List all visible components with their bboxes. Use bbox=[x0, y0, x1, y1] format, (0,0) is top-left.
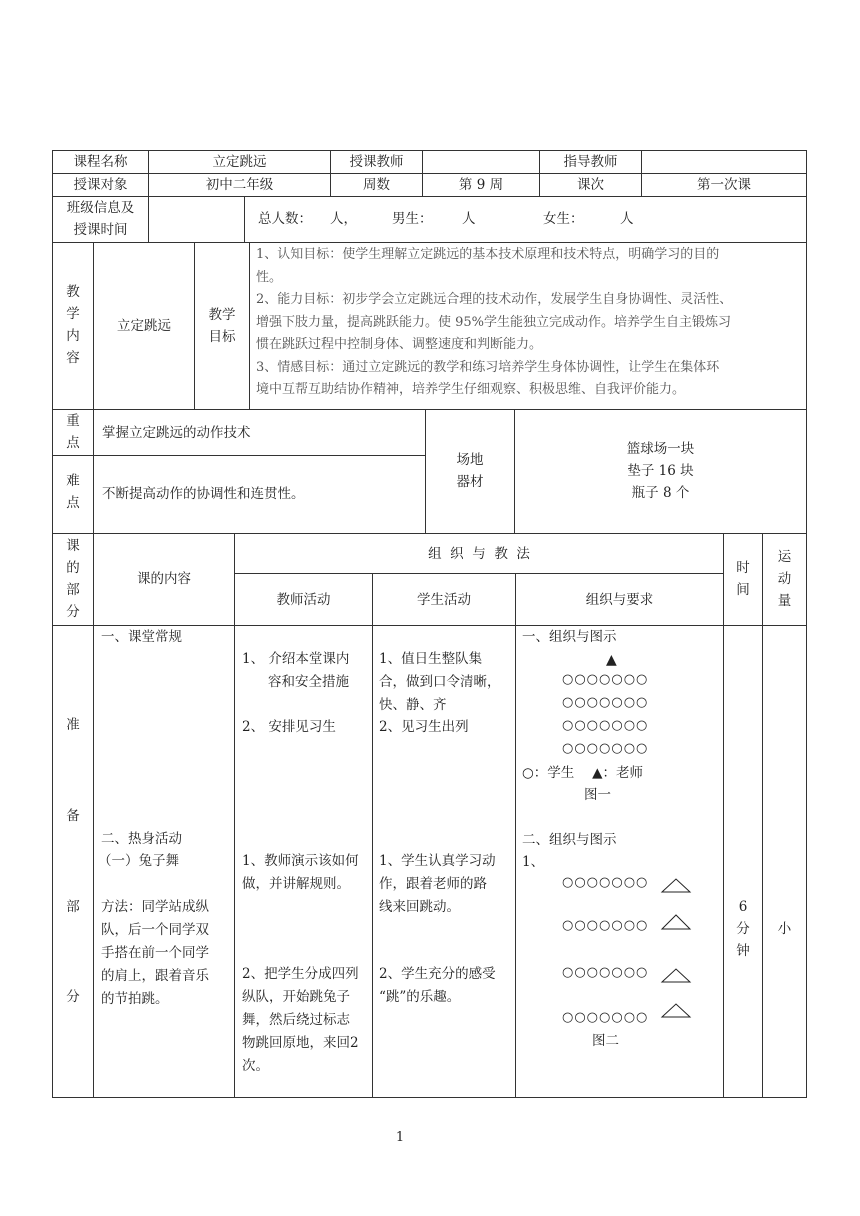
total-unit: 人， bbox=[330, 211, 357, 227]
goal-text: 1、认知目标：使学生理解立定跳远的基本技术原理和技术特点，明确学习的目的 性。 2、能力目标：初步学会立定跳远合理的技术动作，发展学生自身协调性、灵活性、 增强下肢力量，提高跳跃能力。使 95%学生能独立完成动作。培养学生自主锻炼习 惯在跳跃过程中控制身体、调整速度和判断能力。 3、情感目标：通过立定跳远的教学和练习培养学生身体协调性，让学生在集体环 境中互帮互助结协作精神，培养学生仔细观察、积极思维、自我评价能力。 bbox=[256, 247, 733, 397]
student-activity-1: 1、值日生整队集 合，做到口令清晰， 快、静、齐 bbox=[379, 651, 501, 713]
venue-label: 场地 器材 bbox=[456, 452, 484, 490]
target-value: 初中二年级 bbox=[205, 177, 274, 193]
venue-value: 篮球场一块 垫子 16 块 瓶子 8 个 bbox=[626, 441, 695, 501]
key-point-label: 重 点 bbox=[66, 413, 80, 451]
marker-triangle-icon bbox=[662, 879, 690, 892]
figure-2-caption: 图二 bbox=[592, 1033, 619, 1049]
teacher-triangle-icon: ▲ bbox=[606, 652, 617, 668]
org-requirement-label: 组织与要求 bbox=[585, 592, 654, 608]
prep-time: 6 分 钟 bbox=[736, 899, 750, 959]
student-row-2: ○○○○○○○ bbox=[562, 695, 649, 710]
teacher-label: 授课教师 bbox=[349, 154, 404, 170]
org-method-label: 组 织 与 教 法 bbox=[428, 546, 530, 562]
bunny-row-2: ○○○○○○○ bbox=[562, 918, 649, 933]
lesson-content-label: 课的内容 bbox=[137, 571, 191, 587]
course-name: 立定跳远 bbox=[212, 154, 267, 170]
female-unit: 人 bbox=[620, 211, 634, 227]
teacher-activity-2: 2、 安排见习生 bbox=[242, 719, 336, 735]
load-label: 运 动 量 bbox=[777, 549, 792, 609]
warmup-subheading: （一）兔子舞 bbox=[98, 853, 179, 869]
target-label: 授课对象 bbox=[73, 177, 128, 193]
teacher-activity-4: 2、把学生分成四列 纵队，开始跳兔子 舞，然后绕过标志 物跳回原地，来回2 次。 bbox=[242, 966, 359, 1074]
prep-char-2: 备 bbox=[66, 808, 80, 824]
marker-triangle-icon bbox=[662, 969, 690, 982]
warmup-method: 方法：同学站成纵 队，后一个同学双 手搭在前一个同学 的肩上，跟着音乐 的节拍跳。 bbox=[101, 899, 209, 1007]
male-unit: 人 bbox=[462, 211, 476, 227]
female-label: 女生： bbox=[543, 211, 584, 227]
time-label: 时 间 bbox=[736, 560, 750, 598]
student-row-3: ○○○○○○○ bbox=[562, 718, 649, 733]
male-label: 男生： bbox=[392, 211, 433, 227]
org-2-title: 二、组织与图示 bbox=[522, 832, 617, 848]
student-activity-label: 学生活动 bbox=[417, 592, 471, 608]
student-row-1: ○○○○○○○ bbox=[562, 672, 649, 687]
session-label: 课次 bbox=[577, 177, 604, 193]
marker-triangle-icon bbox=[662, 1004, 690, 1017]
difficult-point-label: 难 点 bbox=[66, 473, 80, 511]
page-number: 1 bbox=[395, 1130, 405, 1145]
student-activity-3: 1、学生认真学习动 作，跟着老师的路 线来回跳动。 bbox=[379, 853, 496, 915]
part-label: 课 的 部 分 bbox=[66, 538, 80, 620]
org-1-title: 一、组织与图示 bbox=[522, 629, 617, 645]
bunny-row-1: ○○○○○○○ bbox=[562, 875, 649, 890]
content-value: 立定跳远 bbox=[117, 318, 171, 334]
prep-char-3: 部 bbox=[66, 899, 80, 915]
weeks-label: 周数 bbox=[363, 177, 390, 193]
student-activity-4: 2、学生充分的感受 “跳”的乐趣。 bbox=[379, 966, 496, 1005]
course-name-label: 课程名称 bbox=[73, 154, 128, 170]
student-activity-2: 2、见习生出列 bbox=[379, 719, 469, 735]
guide-label: 指导教师 bbox=[563, 154, 618, 170]
figure-1-caption: 图一 bbox=[584, 787, 611, 803]
total-label: 总人数： bbox=[258, 211, 312, 227]
figure-legend: ○：学生 ▲：老师 bbox=[522, 765, 643, 781]
marker-triangle-icon bbox=[662, 915, 690, 929]
org-2-subtitle: 1、 bbox=[522, 854, 545, 870]
content-label: 教 学 内 容 bbox=[66, 284, 80, 366]
prep-char-4: 分 bbox=[66, 989, 80, 1005]
bunny-row-3: ○○○○○○○ bbox=[562, 965, 649, 980]
class-info-label: 班级信息及 授课时间 bbox=[66, 200, 135, 238]
routine-heading: 一、课堂常规 bbox=[101, 629, 182, 645]
goal-label: 教学 目标 bbox=[208, 307, 236, 345]
teacher-activity-label: 教师活动 bbox=[276, 592, 331, 608]
teacher-activity-3: 1、教师演示该如何 做，并讲解规则。 bbox=[242, 853, 359, 892]
warmup-heading: 二、热身活动 bbox=[101, 831, 182, 847]
key-point-value: 掌握立定跳远的动作技术 bbox=[102, 425, 251, 441]
teacher-activity-1: 1、 介绍本堂课内 容和安全措施 bbox=[242, 651, 350, 690]
session-value: 第一次课 bbox=[697, 177, 751, 193]
difficult-point-value: 不断提高动作的协调性和连贯性。 bbox=[102, 486, 305, 502]
prep-load: 小 bbox=[777, 921, 792, 937]
student-row-4: ○○○○○○○ bbox=[562, 741, 649, 756]
prep-char-1: 准 bbox=[66, 717, 80, 733]
week-value: 第 9 周 bbox=[458, 177, 504, 193]
bunny-row-4: ○○○○○○○ bbox=[562, 1010, 649, 1025]
